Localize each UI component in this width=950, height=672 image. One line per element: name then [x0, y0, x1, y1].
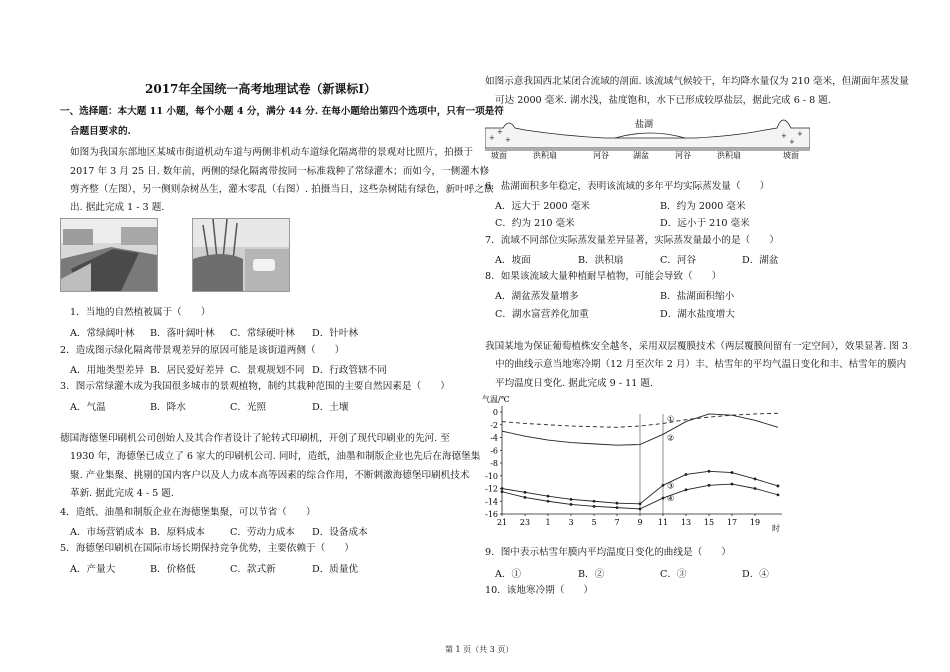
- left-street-photo: [60, 218, 158, 292]
- option: B．落叶阔叶林: [150, 328, 215, 339]
- x-tick-label: 19: [749, 518, 761, 527]
- x-tick-label: 1: [545, 518, 551, 527]
- data-point: [570, 498, 573, 501]
- x-tick-label: 7: [614, 518, 620, 527]
- option: A．产量大: [70, 564, 116, 575]
- y-tick-label: -4: [490, 433, 498, 443]
- option: A．用地类型差异: [70, 365, 145, 376]
- data-point: [547, 500, 550, 503]
- question-stem: 7．流域不同部位实际蒸发量差异显著，实际蒸发量最小的是（ ）: [485, 235, 779, 246]
- question-stem: 1．当地的自然植被属于（ ）: [70, 307, 211, 318]
- data-point: [754, 487, 757, 490]
- option: B．约为 2000 毫米: [660, 201, 746, 212]
- q1-3-intro-line: 2017 年 3 月 25 日. 数年前，两侧的绿化隔离带按同一标准栽种了常绿灌木；而如今，一侧灌木修: [70, 166, 490, 177]
- page-footer: 第 1 页（共 3 页）: [445, 645, 514, 654]
- option: D．针叶林: [312, 328, 359, 339]
- x-tick-label: 21: [496, 518, 508, 527]
- series-label: ④: [667, 494, 675, 504]
- y-tick-label: 0: [492, 408, 498, 417]
- option: D．土壤: [312, 402, 349, 413]
- data-point: [731, 483, 734, 486]
- data-point: [616, 502, 619, 505]
- section-header: 一、选择题：本大题 11 小题，每个小题 4 分，满分 44 分. 在每小题给出第四个选项中，只有一项是符: [60, 106, 504, 117]
- q1-3-intro-line: 剪齐整（左图），另一侧则杂树丛生，灌木零乱（右图）. 拍摄当日，这些杂树陆有绿色，新叶呼之欲: [70, 184, 494, 195]
- data-point: [524, 496, 527, 499]
- option: B．洪积扇: [578, 255, 624, 266]
- option: B．②: [578, 569, 605, 580]
- right-street-photo: [192, 218, 290, 292]
- profile-label: 洪积扇: [533, 151, 557, 160]
- question-stem: 8．如果该流域大量种植耐旱植物，可能会导致（ ）: [485, 271, 722, 282]
- q1-3-intro-line: 出. 据此完成 1 - 3 题.: [70, 202, 165, 213]
- series-label: ②: [667, 433, 675, 443]
- svg-text:+: +: [497, 128, 503, 136]
- option: D．设备成本: [312, 527, 368, 538]
- q9-11-intro-line: 我国某地为保证葡萄植株安全越冬，采用双层覆膜技术（两层覆膜间留有一定空间），效果显著. 图 3: [485, 341, 908, 352]
- q9-11-intro-line: 平均温度日变化. 据此完成 9 - 11 题.: [495, 378, 654, 389]
- profile-label: 河谷: [675, 151, 691, 160]
- q6-8-intro-line: 可达 2000 毫米. 湖水浅，盐度饱和，水下已形成较厚盐层，据此完成 6 - 8 题.: [495, 95, 831, 106]
- x-tick-label: 5: [591, 518, 597, 527]
- x-tick-label: 3: [568, 518, 574, 527]
- data-point: [708, 470, 711, 473]
- question-stem: 3．图示常绿灌木成为我国很多城市的景观植物，制约其栽种范围的主要自然因素是（ ）: [60, 381, 450, 392]
- option: B．盐湖面积缩小: [660, 291, 735, 302]
- option: B．居民爱好差异: [150, 365, 225, 376]
- profile-label: 湖盆: [633, 151, 649, 160]
- svg-text:+: +: [781, 132, 787, 140]
- data-point: [501, 490, 504, 493]
- question-stem: 9．图中表示枯雪年膜内平均温度日变化的曲线是（ ）: [485, 547, 731, 558]
- option: A．常绿阔叶林: [70, 328, 135, 339]
- section-header-cont: 合题目要求的.: [70, 126, 131, 137]
- x-tick-label: 23: [519, 518, 531, 527]
- paper-title: 2017年全国统一高考地理试卷（新课标Ⅰ）: [145, 82, 377, 96]
- svg-text:+: +: [489, 134, 495, 142]
- profile-label: 坡面: [783, 151, 799, 160]
- data-point: [731, 471, 734, 474]
- option: C．湖水富营养化加重: [495, 309, 589, 320]
- y-tick-label: -2: [490, 420, 498, 430]
- q1-3-intro-line: 如图为我国东部地区某城市街道机动车道与两侧非机动车道绿化隔离带的景观对比照片，拍摄于: [70, 147, 473, 158]
- data-point: [662, 497, 665, 500]
- question-stem: 10．该地寒冷期（ ）: [485, 585, 594, 596]
- profile-label: 洪积扇: [717, 151, 741, 160]
- option: A．气温: [70, 402, 106, 413]
- option: C．景观规划不同: [230, 365, 305, 376]
- data-point: [662, 484, 665, 487]
- y-tick-label: -14: [485, 497, 498, 507]
- y-tick-label: -6: [490, 446, 498, 456]
- x-tick-label: 9: [637, 518, 643, 527]
- option: C．③: [660, 569, 687, 580]
- option: C．款式新: [230, 564, 276, 575]
- question-stem: 5．海德堡印刷机在国际市场长期保持竞争优势，主要依赖于（ ）: [60, 543, 354, 554]
- option: D．湖盆: [742, 255, 779, 266]
- option: C．劳动力成本: [230, 527, 295, 538]
- option: A．①: [495, 569, 522, 580]
- option: C．常绿硬叶林: [230, 328, 295, 339]
- q6-8-intro-line: 如图示意我国西北某闭合流域的剖面. 该流域气候较干，年均降水量仅为 210 毫米，但湖面年蒸发量: [485, 76, 909, 87]
- option: C．光照: [230, 402, 267, 413]
- data-point: [639, 502, 642, 505]
- option: B．原料成本: [150, 527, 206, 538]
- data-point: [685, 488, 688, 491]
- option: D．质量优: [312, 564, 359, 575]
- q4-5-intro-line: 革新. 据此完成 4 - 5 题.: [70, 488, 174, 499]
- y-tick-label: -10: [485, 471, 498, 481]
- option: B．降水: [150, 402, 186, 413]
- data-point: [616, 506, 619, 509]
- option: D．④: [742, 569, 769, 580]
- option: A．远大于 2000 毫米: [495, 201, 591, 212]
- data-point: [570, 503, 573, 506]
- data-point: [501, 487, 504, 490]
- basin-profile-diagram: [485, 108, 810, 166]
- data-point: [777, 493, 780, 496]
- data-point: [547, 495, 550, 498]
- data-point: [524, 491, 527, 494]
- y-tick-label: -16: [485, 510, 498, 519]
- question-stem: 6．盐湖面积多年稳定，表明该流域的多年平均实际蒸发量（ ）: [485, 181, 770, 192]
- option: D．湖水盐度增大: [660, 309, 735, 320]
- question-stem: 2．造成图示绿化隔离带景观差异的原因可能是该街道两侧（ ）: [60, 345, 345, 356]
- series-label: ①: [667, 414, 675, 424]
- svg-text:+: +: [789, 138, 795, 146]
- x-axis-label: 时: [772, 524, 780, 533]
- data-point: [754, 478, 757, 481]
- data-point: [685, 473, 688, 476]
- option: C．河谷: [660, 255, 697, 266]
- q4-5-intro-line: 1930 年，海德堡已成立了 6 家大的印刷机公司. 同时，造纸，油墨和制版企业也先后在海德堡集: [70, 451, 481, 462]
- data-point: [593, 505, 596, 508]
- lake-label: 盐湖: [635, 120, 654, 130]
- x-tick-label: 11: [657, 518, 669, 527]
- x-tick-label: 13: [680, 518, 692, 527]
- data-point: [593, 500, 596, 503]
- profile-label: 河谷: [593, 151, 609, 160]
- option: A．市场营销成本: [70, 527, 145, 538]
- option: B．价格低: [150, 564, 196, 575]
- question-stem: 4．造纸、油墨和制版企业在海德堡集聚，可以节省（ ）: [60, 507, 316, 518]
- q9-11-intro-line: 中的曲线示意当地寒冷期（12 月至次年 2 月）丰、枯雪年的平均气温日变化和丰、枯雪年的膜内: [495, 359, 907, 370]
- data-point: [639, 508, 642, 511]
- y-axis-label: 气温/℃: [482, 395, 510, 404]
- q4-5-intro-line: 聚. 产业集聚、挑剔的国内客户以及人力成本高等因素的综合作用，不断刺激海德堡印刷机技术: [70, 470, 470, 481]
- option: D．行政管辖不同: [312, 365, 387, 376]
- x-tick-label: 17: [726, 518, 738, 527]
- data-point: [708, 484, 711, 487]
- svg-text:+: +: [505, 136, 511, 144]
- svg-text:+: +: [797, 130, 803, 138]
- x-tick-label: 15: [703, 518, 715, 527]
- profile-label: 坡面: [491, 151, 507, 160]
- temperature-chart: [480, 392, 790, 540]
- option: A．坡面: [495, 255, 531, 266]
- series-label: ③: [667, 481, 675, 491]
- data-point: [777, 485, 780, 488]
- option: D．远小于 210 毫米: [660, 218, 750, 229]
- y-tick-label: -8: [490, 459, 498, 468]
- option: C．约为 210 毫米: [495, 218, 575, 229]
- q4-5-intro-line: 德国海德堡印刷机公司创始人及其合作者设计了轮转式印刷机，开创了现代印刷业的先河. 至: [60, 433, 450, 444]
- option: A．湖盆蒸发量增多: [495, 291, 579, 302]
- y-tick-label: -12: [485, 484, 498, 494]
